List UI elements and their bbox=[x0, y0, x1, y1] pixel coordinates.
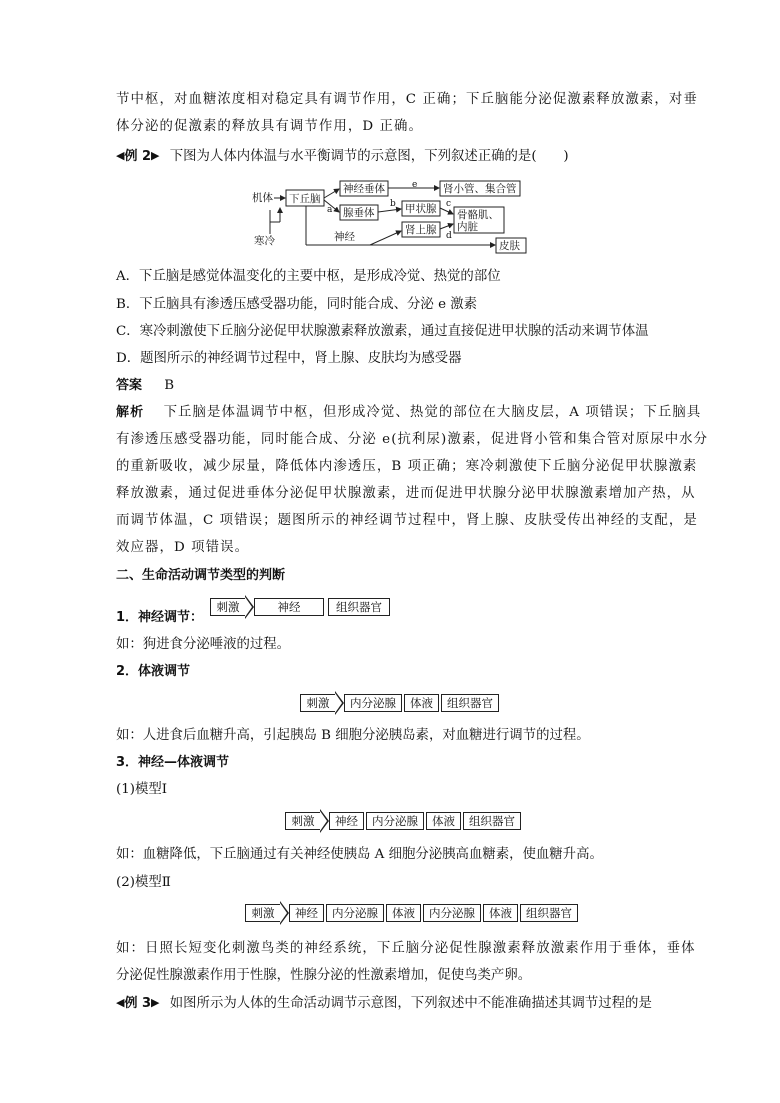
flow-box: 内分泌腺 bbox=[344, 694, 402, 712]
cold-label: 寒冷 bbox=[254, 235, 275, 247]
label-c: c bbox=[446, 199, 452, 209]
kidney-label: 肾小管、集合管 bbox=[443, 183, 517, 195]
analysis-line: 释放激素，通过促进垂体分泌促甲状腺激素，进而促进甲状腺分泌甲状腺激素增加产热，从 bbox=[116, 486, 696, 501]
muscle-label-1: 骨骼肌、 bbox=[457, 209, 499, 221]
label-b: b bbox=[390, 199, 396, 209]
item1-example: 如：狗进食分泌唾液的过程。 bbox=[116, 637, 291, 652]
thermo-water-diagram bbox=[250, 178, 540, 256]
flow-humoral bbox=[300, 694, 499, 712]
flow-box: 体液 bbox=[386, 904, 421, 922]
option-d: D．题图所示的神经调节过程中，肾上腺、皮肤均为感受器 bbox=[116, 351, 462, 366]
answer-line bbox=[116, 377, 174, 395]
section-heading: 二、生命活动调节类型的判断 bbox=[116, 568, 286, 583]
flow-stimulus: 刺激 bbox=[245, 904, 280, 922]
example2-question: ◀例 2▶ 下图为人体内体温与水平衡调节的示意图，下列叙述正确的是( ) bbox=[116, 149, 569, 164]
flow-box: 组织器官 bbox=[328, 598, 390, 616]
hypothalamus-label: 下丘脑 bbox=[289, 193, 321, 205]
model2-example-2: 分泌促性腺激素作用于性腺，性腺分泌的性激素增加，促使鸟类产卵。 bbox=[116, 968, 532, 983]
flow-box: 体液 bbox=[404, 694, 439, 712]
flow-stimulus: 刺激 bbox=[285, 812, 320, 830]
item1-title: 1．神经调节： bbox=[116, 610, 204, 625]
adrenal-label: 肾上腺 bbox=[405, 224, 437, 236]
label-a: a bbox=[327, 205, 333, 215]
flow-box: 组织器官 bbox=[441, 694, 499, 712]
flow-model2 bbox=[245, 904, 578, 922]
flow-box: 神经 bbox=[289, 904, 324, 922]
flow-box: 组织器官 bbox=[463, 812, 521, 830]
body-label: 机体 bbox=[252, 192, 273, 204]
neurohypophysis-label: 神经垂体 bbox=[343, 183, 385, 195]
flow-box: 组织器官 bbox=[520, 904, 578, 922]
flow-stimulus: 刺激 bbox=[210, 598, 245, 616]
answer-label: 答案 bbox=[116, 378, 143, 393]
analysis-line: 有渗透压感受器功能，同时能合成、分泌 e(抗利尿)激素，促进肾小管和集合管对原尿中水分 bbox=[116, 432, 709, 447]
model2-title: (2)模型Ⅱ bbox=[116, 875, 171, 890]
analysis-label: 解析 bbox=[116, 405, 145, 420]
label-e: e bbox=[412, 180, 418, 190]
flow-box: 内分泌腺 bbox=[423, 904, 481, 922]
model1-title: (1)模型Ⅰ bbox=[116, 782, 168, 797]
item2-title: 2．体液调节 bbox=[116, 664, 191, 679]
flow-stimulus: 刺激 bbox=[300, 694, 335, 712]
example2-tag: ◀例 2▶ bbox=[116, 149, 160, 164]
option-b: B．下丘脑具有渗透压感受器功能，同时能合成、分泌 e 激素 bbox=[116, 297, 478, 312]
example3-question: ◀例 3▶ 如图所示为人体的生命活动调节示意图，下列叙述中不能准确描述其调节过程的是 bbox=[116, 996, 652, 1011]
muscle-label-2: 内脏 bbox=[457, 221, 478, 233]
flow-box: 体液 bbox=[483, 904, 518, 922]
item2-example: 如：人进食后血糖升高，引起胰岛 B 细胞分泌胰岛素，对血糖进行调节的过程。 bbox=[116, 728, 590, 743]
option-c: C．寒冷刺激使下丘脑分泌促甲状腺激素释放激素，通过直接促进甲状腺的活动来调节体温 bbox=[116, 324, 649, 339]
flow-nervous bbox=[210, 598, 390, 616]
answer-value: B bbox=[164, 378, 175, 393]
analysis-line: 而调节体温，C 项错误；题图所示的神经调节过程中，肾上腺、皮肤受传出神经的支配，是 bbox=[116, 513, 698, 528]
item3-title: 3．神经—体液调节 bbox=[116, 755, 230, 770]
model2-example-1: 如：日照长短变化刺激鸟类的神经系统，下丘脑分泌促性腺激素释放激素作用于垂体，垂体 bbox=[116, 941, 696, 956]
paragraph-line: 节中枢，对血糖浓度相对稳定具有调节作用，C 正确；下丘脑能分泌促激素释放激素，对垂 bbox=[116, 92, 698, 107]
flow-box: 内分泌腺 bbox=[326, 904, 384, 922]
flow-box: 体液 bbox=[426, 812, 461, 830]
flow-box: 神经 bbox=[329, 812, 364, 830]
flow-box: 内分泌腺 bbox=[366, 812, 424, 830]
analysis-line: 的重新吸收，减少尿量，降低体内渗透压，B 项正确；寒冷刺激使下丘脑分泌促甲状腺激素 bbox=[116, 459, 698, 474]
nerve-label: 神经 bbox=[334, 231, 355, 243]
option-a: A．下丘脑是感觉体温变化的主要中枢，是形成冷觉、热觉的部位 bbox=[116, 269, 501, 284]
example3-tag: ◀例 3▶ bbox=[116, 996, 160, 1011]
model1-example: 如：血糖降低，下丘脑通过有关神经使胰岛 A 细胞分泌胰高血糖素，使血糖升高。 bbox=[116, 847, 603, 862]
flow-box: 神经 bbox=[254, 598, 324, 616]
analysis-line: 效应器，D 项错误。 bbox=[116, 540, 250, 555]
skin-label: 皮肤 bbox=[499, 240, 520, 252]
pituitary-label: 腺垂体 bbox=[343, 207, 375, 219]
paragraph-line: 体分泌的促激素的释放具有调节作用，D 正确。 bbox=[116, 119, 424, 134]
analysis-line-1: 解析 下丘脑是体温调节中枢，但形成冷觉、热觉的部位在大脑皮层，A 项错误；下丘脑具 bbox=[116, 405, 702, 420]
flow-model1 bbox=[285, 812, 521, 830]
thyroid-label: 甲状腺 bbox=[405, 203, 437, 215]
label-d: d bbox=[446, 231, 452, 241]
